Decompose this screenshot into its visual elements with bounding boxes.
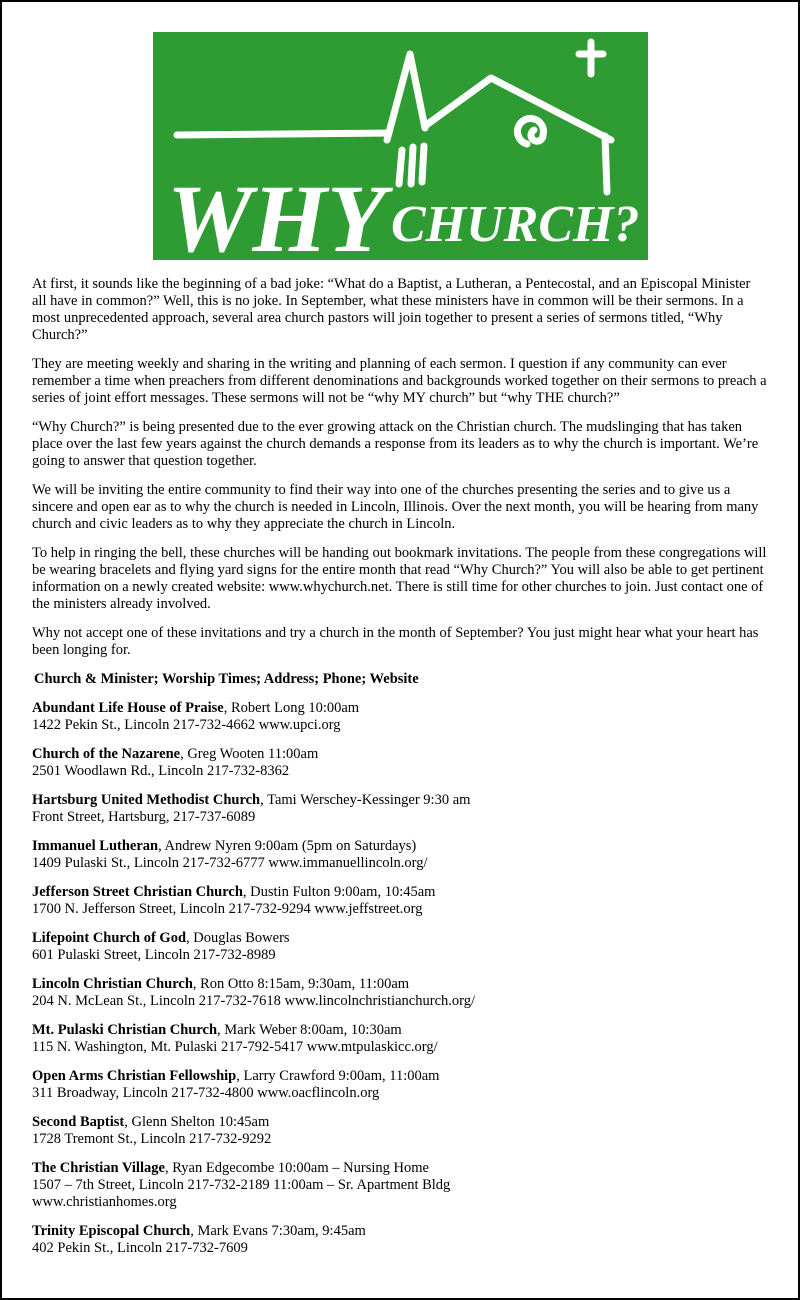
church-website-line: www.christianhomes.org: [32, 1194, 177, 1210]
intro-paragraph-4: We will be inviting the entire community to find their way into one of the churches presenting the series and to give us a sincere and open ear as to why the church is needed in Lincoln, Illinois. Over the next month, you will be hearing from many church and civic leaders as to why they appreciate the church in Lincoln.: [32, 482, 759, 532]
church-name: Mt. Pulaski Christian Church: [32, 1022, 218, 1038]
church-title-line: [32, 838, 768, 855]
church-title-line: [32, 1022, 768, 1039]
church-entry: [32, 884, 768, 918]
listing-header: Church & Minister; Worship Times; Address; Phone; Website: [34, 671, 419, 687]
church-list: [32, 700, 768, 1257]
church-name: The Christian Village: [32, 1160, 165, 1176]
church-entry: [32, 1068, 768, 1102]
church-title-line: [32, 1223, 768, 1240]
church-entry: [32, 838, 768, 872]
church-title-line: [32, 792, 768, 809]
logo-banner: [2, 2, 798, 260]
church-address-line: 1700 N. Jefferson Street, Lincoln 217-732-9294 www.jeffstreet.org: [32, 901, 423, 917]
church-minister-times: , Larry Crawford 9:00am, 11:00am: [236, 1068, 440, 1084]
church-title-line: [32, 746, 768, 763]
church-address-line: 311 Broadway, Lincoln 217-732-4800 www.oacflincoln.org: [32, 1085, 380, 1101]
church-name: Hartsburg United Methodist Church: [32, 792, 261, 808]
church-address-line: 402 Pekin St., Lincoln 217-732-7609: [32, 1240, 248, 1256]
church-minister-times: , Andrew Nyren 9:00am (5pm on Saturdays): [158, 838, 417, 854]
church-entry: [32, 1223, 768, 1257]
church-name: Second Baptist: [32, 1114, 125, 1130]
church-name: Open Arms Christian Fellowship: [32, 1068, 237, 1084]
church-address-line: 1422 Pekin St., Lincoln 217-732-4662 www.upci.org: [32, 717, 341, 733]
flyer-body: [2, 260, 798, 1257]
church-name: Lincoln Christian Church: [32, 976, 193, 992]
church-name: Church of the Nazarene: [32, 746, 181, 762]
intro-paragraph-3: “Why Church?” is being presented due to the ever growing attack on the Christian church. The mudslinging that has taken place over the last few years against the church demands a response from its leaders as to why the church is important. We’re going to answer that question together.: [32, 419, 759, 469]
church-minister-times: , Tami Werschey-Kessinger 9:30 am: [260, 792, 471, 808]
church-entry: [32, 1022, 768, 1056]
intro-paragraph-6: Why not accept one of these invitations and try a church in the month of September? You just might hear what your heart has been longing for.: [32, 625, 759, 658]
church-entry: [32, 700, 768, 734]
church-entry: [32, 746, 768, 780]
logo-word-church: CHURCH?: [390, 196, 639, 253]
church-address-line: 1728 Tremont St., Lincoln 217-732-9292: [32, 1131, 272, 1147]
church-minister-times: , Ron Otto 8:15am, 9:30am, 11:00am: [192, 976, 410, 992]
church-title-line: [32, 1114, 768, 1131]
church-entry: [32, 792, 768, 826]
church-title-line: [32, 1068, 768, 1085]
church-minister-times: , Robert Long 10:00am: [223, 700, 360, 716]
church-minister-times: , Douglas Bowers: [186, 930, 290, 946]
church-address-line: Front Street, Hartsburg, 217-737-6089: [32, 809, 256, 825]
church-address-line: 601 Pulaski Street, Lincoln 217-732-8989: [32, 947, 276, 963]
church-title-line: [32, 976, 768, 993]
church-title-line: [32, 884, 768, 901]
church-title-line: [32, 1160, 768, 1177]
intro-paragraph-1: At first, it sounds like the beginning of a bad joke: “What do a Baptist, a Lutheran, a Pentecostal, and an Episcopal Minister all have in common?” Well, this is no joke. In September, what these ministers have in common will be their sermons. In a most unprecedented approach, several area church pastors will join together to present a series of sermons titled, “Why Church?”: [32, 276, 751, 343]
church-name: Jefferson Street Christian Church: [32, 884, 243, 900]
intro-paragraph-5: To help in ringing the bell, these churches will be handing out bookmark invitations. The people from these congregations will be wearing bracelets and flying yard signs for the entire month that read “Why Church?” You will also be able to get pertinent information on a newly created website: www.whychurch.net. There is still time for other churches to join. Just contact one of the ministers already involved.: [32, 545, 767, 612]
church-minister-times: , Mark Weber 8:00am, 10:30am: [217, 1022, 402, 1038]
church-title-line: [32, 700, 768, 717]
church-name: Lifepoint Church of God: [32, 930, 187, 946]
logo-word-why: WHY: [166, 165, 386, 260]
church-address-line: 1409 Pulaski St., Lincoln 217-732-6777 www.immanuellincoln.org/: [32, 855, 428, 871]
church-title-line: [32, 930, 768, 947]
church-minister-times: , Greg Wooten 11:00am: [180, 746, 319, 762]
intro-paragraph-2: They are meeting weekly and sharing in the writing and planning of each sermon. I question if any community can ever remember a time when preachers from different denominations and backgrounds worked together on their sermons to preach a series of joint effort messages. These sermons will not be “why MY church” but “why THE church?”: [32, 356, 767, 406]
church-minister-times: , Dustin Fulton 9:00am, 10:45am: [242, 884, 436, 900]
why-church-logo: [153, 32, 648, 260]
church-minister-times: , Glenn Shelton 10:45am: [124, 1114, 270, 1130]
church-name: Immanuel Lutheran: [32, 838, 159, 854]
church-entry: [32, 1160, 768, 1211]
church-address-line: 204 N. McLean St., Lincoln 217-732-7618 www.lincolnchristianchurch.org/: [32, 993, 475, 1009]
church-name: Trinity Episcopal Church: [32, 1223, 191, 1239]
church-address-line: 1507 – 7th Street, Lincoln 217-732-2189 11:00am – Sr. Apartment Bldg: [32, 1177, 451, 1193]
church-entry: [32, 976, 768, 1010]
church-minister-times: , Mark Evans 7:30am, 9:45am: [190, 1223, 366, 1239]
church-name: Abundant Life House of Praise: [32, 700, 224, 716]
church-minister-times: , Ryan Edgecombe 10:00am – Nursing Home: [164, 1160, 429, 1176]
church-entry: [32, 930, 768, 964]
church-address-line: 2501 Woodlawn Rd., Lincoln 217-732-8362: [32, 763, 290, 779]
church-address-line: 115 N. Washington, Mt. Pulaski 217-792-5417 www.mtpulaskicc.org/: [32, 1039, 438, 1055]
church-entry: [32, 1114, 768, 1148]
